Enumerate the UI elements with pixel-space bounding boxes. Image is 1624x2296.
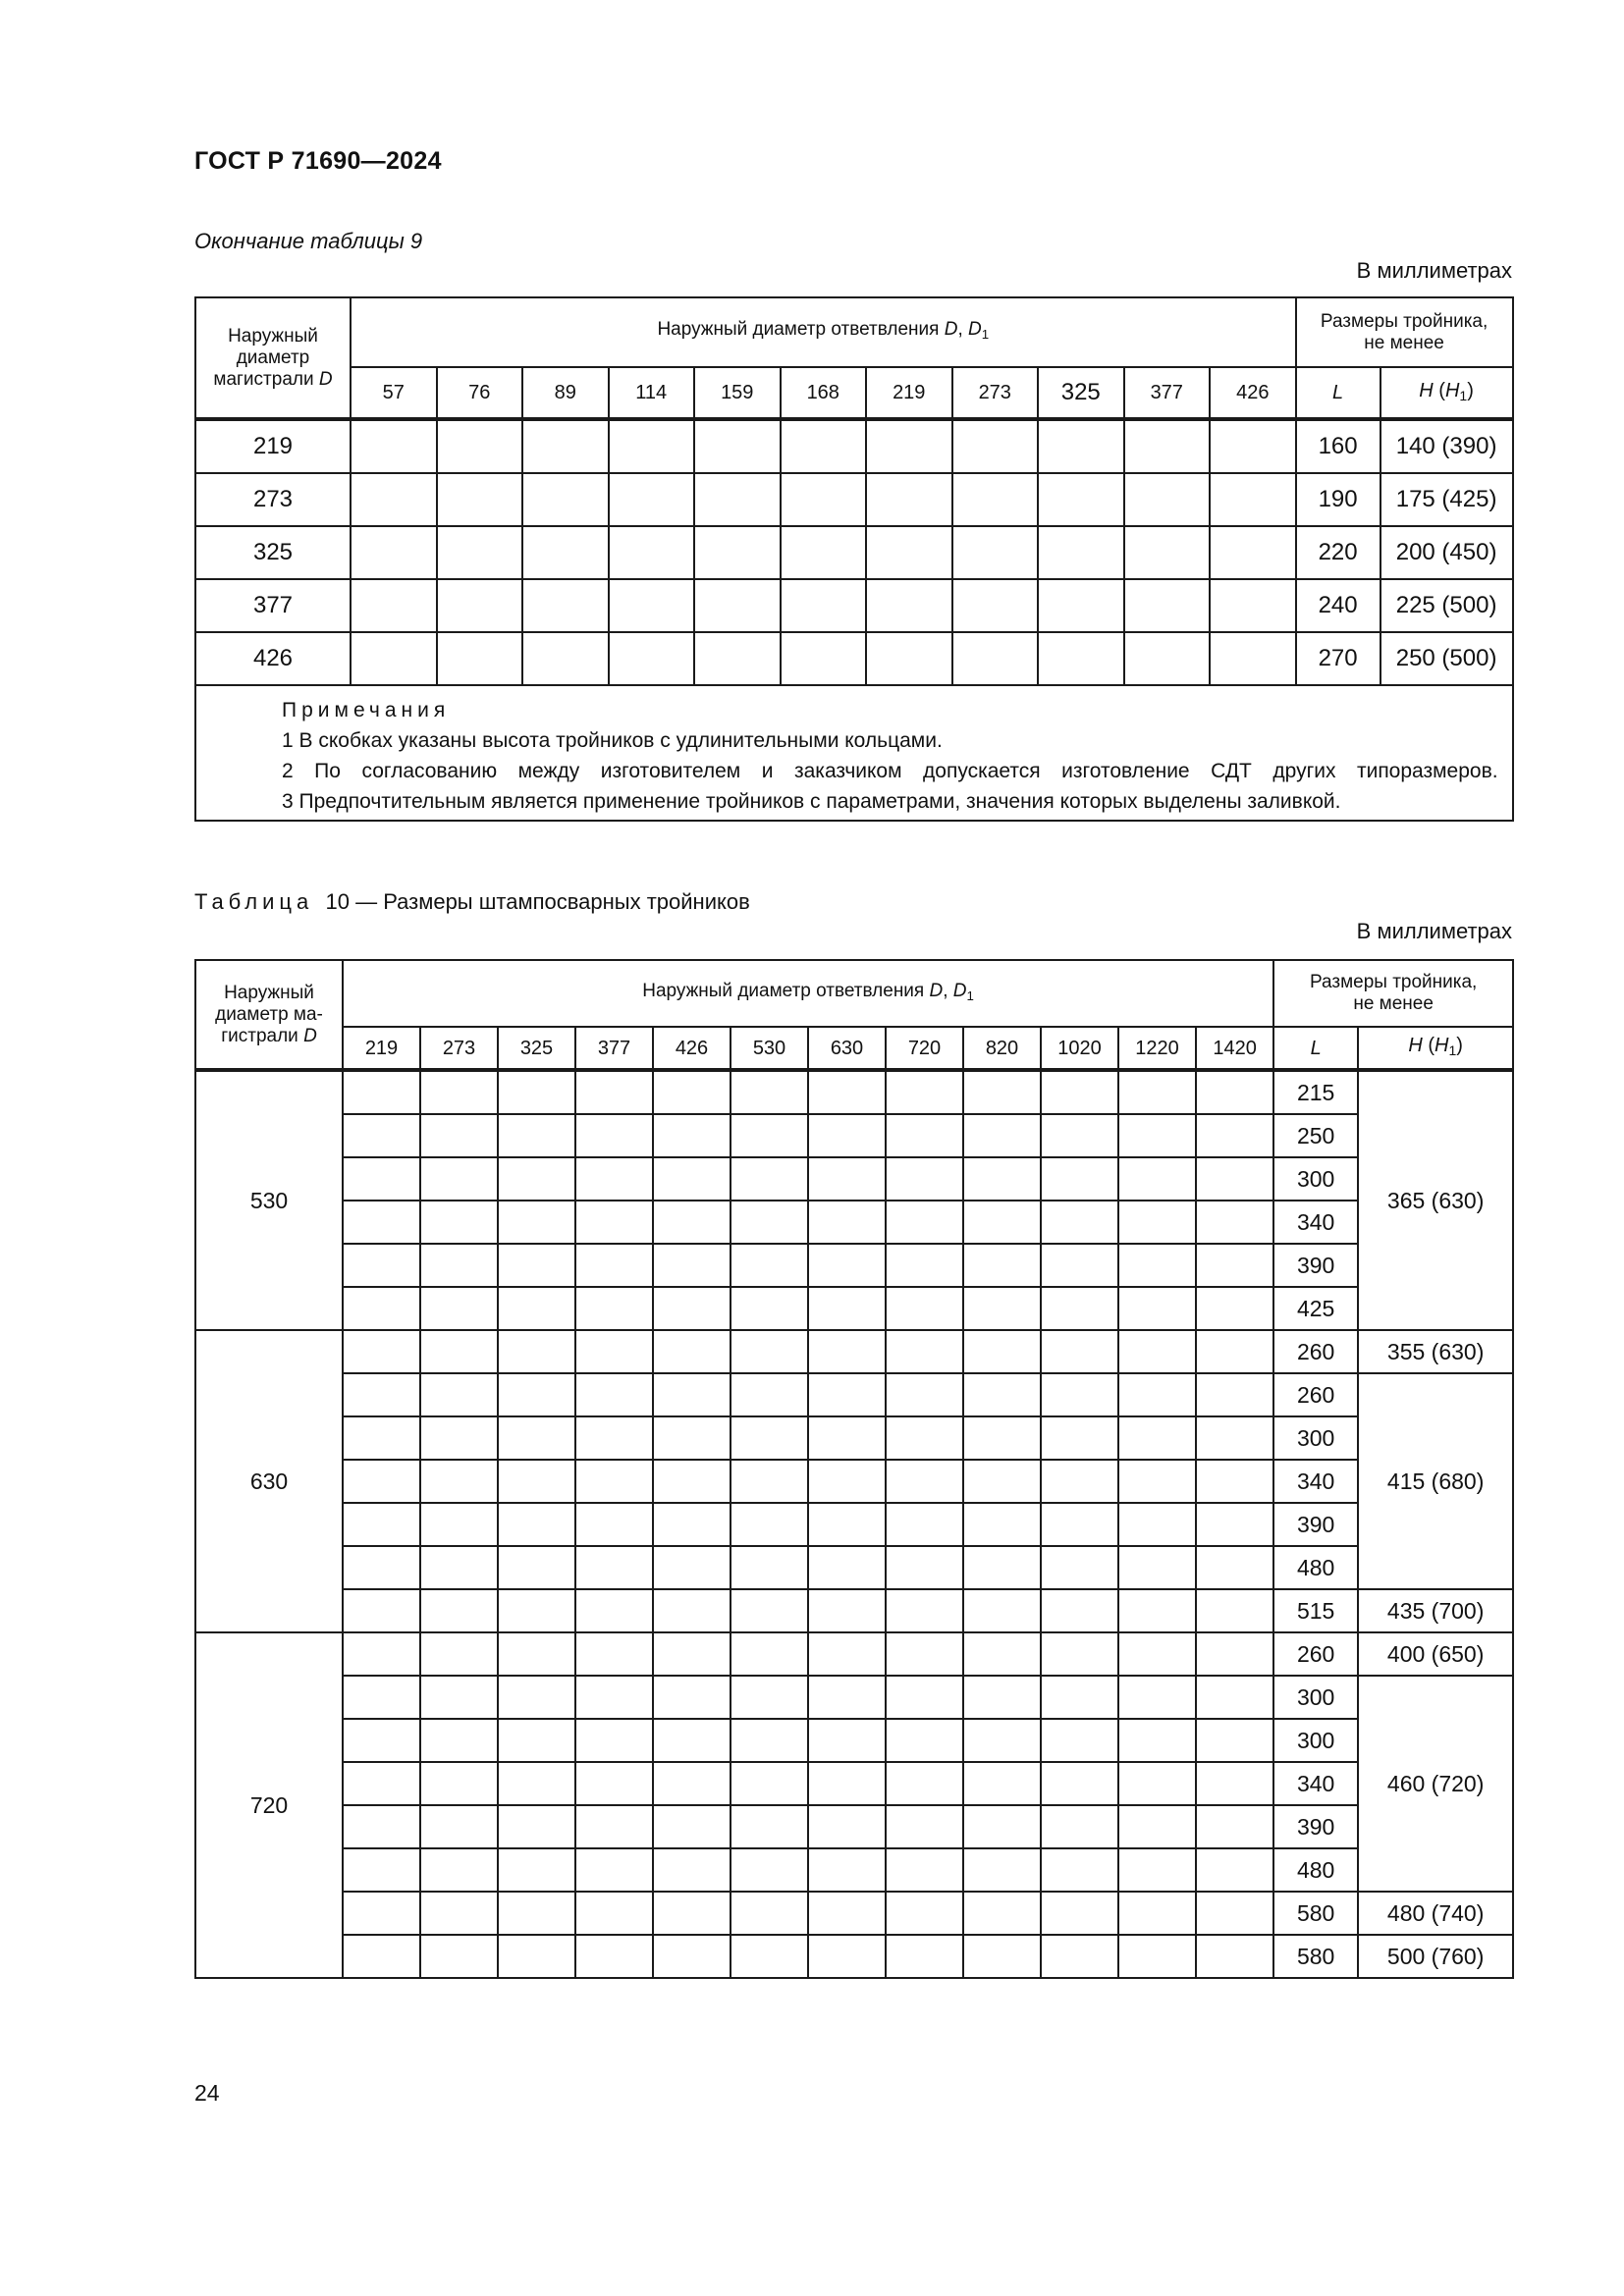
l-cell: 270 xyxy=(1296,632,1380,685)
table10-col-branch: 219 xyxy=(343,1027,420,1070)
table10-col-branch: 426 xyxy=(653,1027,731,1070)
table9-head-size: Размеры тройника, не менее xyxy=(1296,297,1513,367)
table10-col-branch: 325 xyxy=(498,1027,575,1070)
table-row xyxy=(195,1373,1513,1416)
table9-col-branch: 159 xyxy=(694,367,781,419)
l-cell: 580 xyxy=(1273,1892,1358,1935)
page-number: 24 xyxy=(194,2080,220,2106)
l-cell: 300 xyxy=(1273,1676,1358,1719)
table-row xyxy=(195,1676,1513,1719)
l-cell: 390 xyxy=(1273,1244,1358,1287)
table10-col-branch: 1420 xyxy=(1196,1027,1273,1070)
table10-head-main-diameter: Наружный диаметр ма- гистрали D xyxy=(195,960,343,1070)
table9-head-main-diameter: Наружный диаметр магистрали D xyxy=(195,297,351,419)
table9-units: В миллиметрах xyxy=(1356,258,1512,283)
main-diameter-cell: 377 xyxy=(195,579,351,632)
l-cell: 580 xyxy=(1273,1935,1358,1978)
main-diameter-cell: 325 xyxy=(195,526,351,579)
l-cell: 260 xyxy=(1273,1373,1358,1416)
h-cell: 225 (500) xyxy=(1380,579,1513,632)
table9-col-branch: 76 xyxy=(437,367,523,419)
h-cell: 200 (450) xyxy=(1380,526,1513,579)
note-item: 1 В скобках указаны высота тройников с удлинительными кольцами. xyxy=(282,729,943,752)
h-cell: 250 (500) xyxy=(1380,632,1513,685)
h-cell: 175 (425) xyxy=(1380,473,1513,526)
note-item: 3 Предпочтительным является применение тройников с параметрами, значения которых выделены заливкой. xyxy=(282,790,1341,813)
table9-caption: Окончание таблицы 9 xyxy=(194,229,423,253)
table10 xyxy=(194,959,1514,1979)
table10-col-branch: 273 xyxy=(420,1027,498,1070)
table-row xyxy=(195,1762,1513,1805)
table10-col-branch: 630 xyxy=(808,1027,886,1070)
h-cell: 400 (650) xyxy=(1358,1632,1513,1676)
table-row xyxy=(195,1719,1513,1762)
l-cell: 300 xyxy=(1273,1719,1358,1762)
table-row xyxy=(195,473,1513,526)
table9-col-branch: 114 xyxy=(609,367,695,419)
table-row xyxy=(195,1632,1513,1676)
table10-col-branch: 377 xyxy=(575,1027,653,1070)
table10-col-branch: 1020 xyxy=(1041,1027,1118,1070)
l-cell: 190 xyxy=(1296,473,1380,526)
table-row xyxy=(195,1503,1513,1546)
table10-caption-prefix: Таблица xyxy=(194,889,314,914)
l-cell: 240 xyxy=(1296,579,1380,632)
table10-col-branch: 720 xyxy=(886,1027,963,1070)
l-cell: 250 xyxy=(1273,1114,1358,1157)
h-cell: 415 (680) xyxy=(1358,1373,1513,1589)
l-cell: 160 xyxy=(1296,419,1380,473)
table-row xyxy=(195,1460,1513,1503)
table9-col-branch: 168 xyxy=(781,367,867,419)
table10-units: В миллиметрах xyxy=(1356,919,1512,943)
table10-col-branch: 530 xyxy=(731,1027,808,1070)
main-diameter-cell: 630 xyxy=(195,1330,343,1632)
table10-head-size: Размеры тройника, не менее xyxy=(1273,960,1513,1027)
table9-col-branch: 57 xyxy=(351,367,437,419)
l-cell: 220 xyxy=(1296,526,1380,579)
main-diameter-cell: 426 xyxy=(195,632,351,685)
table-row xyxy=(195,526,1513,579)
notes-cell xyxy=(195,685,1513,821)
table-row xyxy=(195,419,1513,473)
table-row xyxy=(195,1935,1513,1978)
l-cell: 215 xyxy=(1273,1070,1358,1114)
table-row xyxy=(195,1848,1513,1892)
main-diameter-cell: 530 xyxy=(195,1070,343,1330)
table-row xyxy=(195,1546,1513,1589)
l-cell: 340 xyxy=(1273,1201,1358,1244)
table-row xyxy=(195,579,1513,632)
table-row xyxy=(195,1416,1513,1460)
table10-col-l: L xyxy=(1273,1027,1358,1070)
l-cell: 300 xyxy=(1273,1157,1358,1201)
h-cell: 365 (630) xyxy=(1358,1070,1513,1330)
h-cell: 140 (390) xyxy=(1380,419,1513,473)
h-cell: 500 (760) xyxy=(1358,1935,1513,1978)
l-cell: 340 xyxy=(1273,1762,1358,1805)
l-cell: 340 xyxy=(1273,1460,1358,1503)
table10-caption-text: 10 — Размеры штампосварных тройников xyxy=(325,889,750,914)
table-row xyxy=(195,1892,1513,1935)
table-row xyxy=(195,1589,1513,1632)
table9-col-branch: 219 xyxy=(866,367,952,419)
h-cell: 435 (700) xyxy=(1358,1589,1513,1632)
notes-title: Примечания xyxy=(282,699,451,721)
table10-col-branch: 1220 xyxy=(1118,1027,1196,1070)
table9 xyxy=(194,296,1514,822)
table9-col-branch: 377 xyxy=(1124,367,1211,419)
table-row xyxy=(195,632,1513,685)
notes-row xyxy=(195,685,1513,821)
l-cell: 390 xyxy=(1273,1503,1358,1546)
table-row xyxy=(195,1287,1513,1330)
table10-caption xyxy=(194,889,750,915)
l-cell: 300 xyxy=(1273,1416,1358,1460)
table-row xyxy=(195,1244,1513,1287)
table-row xyxy=(195,1201,1513,1244)
table9-col-branch: 89 xyxy=(522,367,609,419)
l-cell: 515 xyxy=(1273,1589,1358,1632)
l-cell: 260 xyxy=(1273,1632,1358,1676)
table9-col-branch: 273 xyxy=(952,367,1039,419)
table-row xyxy=(195,1070,1513,1114)
table-row xyxy=(195,1157,1513,1201)
l-cell: 480 xyxy=(1273,1848,1358,1892)
table9-col-branch: 426 xyxy=(1210,367,1296,419)
main-diameter-cell: 219 xyxy=(195,419,351,473)
table9-col-h: H $(H_1)$ xyxy=(1380,367,1513,419)
standard-title: ГОСТ Р 71690—2024 xyxy=(194,147,442,175)
table-row xyxy=(195,1114,1513,1157)
l-cell: 260 xyxy=(1273,1330,1358,1373)
l-cell: 480 xyxy=(1273,1546,1358,1589)
l-cell: 390 xyxy=(1273,1805,1358,1848)
note-item: 2 По согласованию между изготовителем и заказчиком допускается изготовление СДТ других типоразмеров. xyxy=(282,760,1498,782)
table-row xyxy=(195,1805,1513,1848)
h-cell: 480 (740) xyxy=(1358,1892,1513,1935)
l-cell: 425 xyxy=(1273,1287,1358,1330)
main-diameter-cell: 273 xyxy=(195,473,351,526)
main-diameter-cell: 720 xyxy=(195,1632,343,1978)
h-cell: 355 (630) xyxy=(1358,1330,1513,1373)
table9-head-branch: Наружный диаметр ответвления D, $D_1$ xyxy=(351,297,1296,367)
table-row xyxy=(195,1330,1513,1373)
h-cell: 460 (720) xyxy=(1358,1676,1513,1892)
table10-col-h: H $(H_1)$ xyxy=(1358,1027,1513,1070)
table9-col-l: L xyxy=(1296,367,1380,419)
table9-col-branch: 325 xyxy=(1038,367,1124,419)
table10-col-branch: 820 xyxy=(963,1027,1041,1070)
table10-head-branch: Наружный диаметр ответвления D, $D_1$ xyxy=(343,960,1273,1027)
